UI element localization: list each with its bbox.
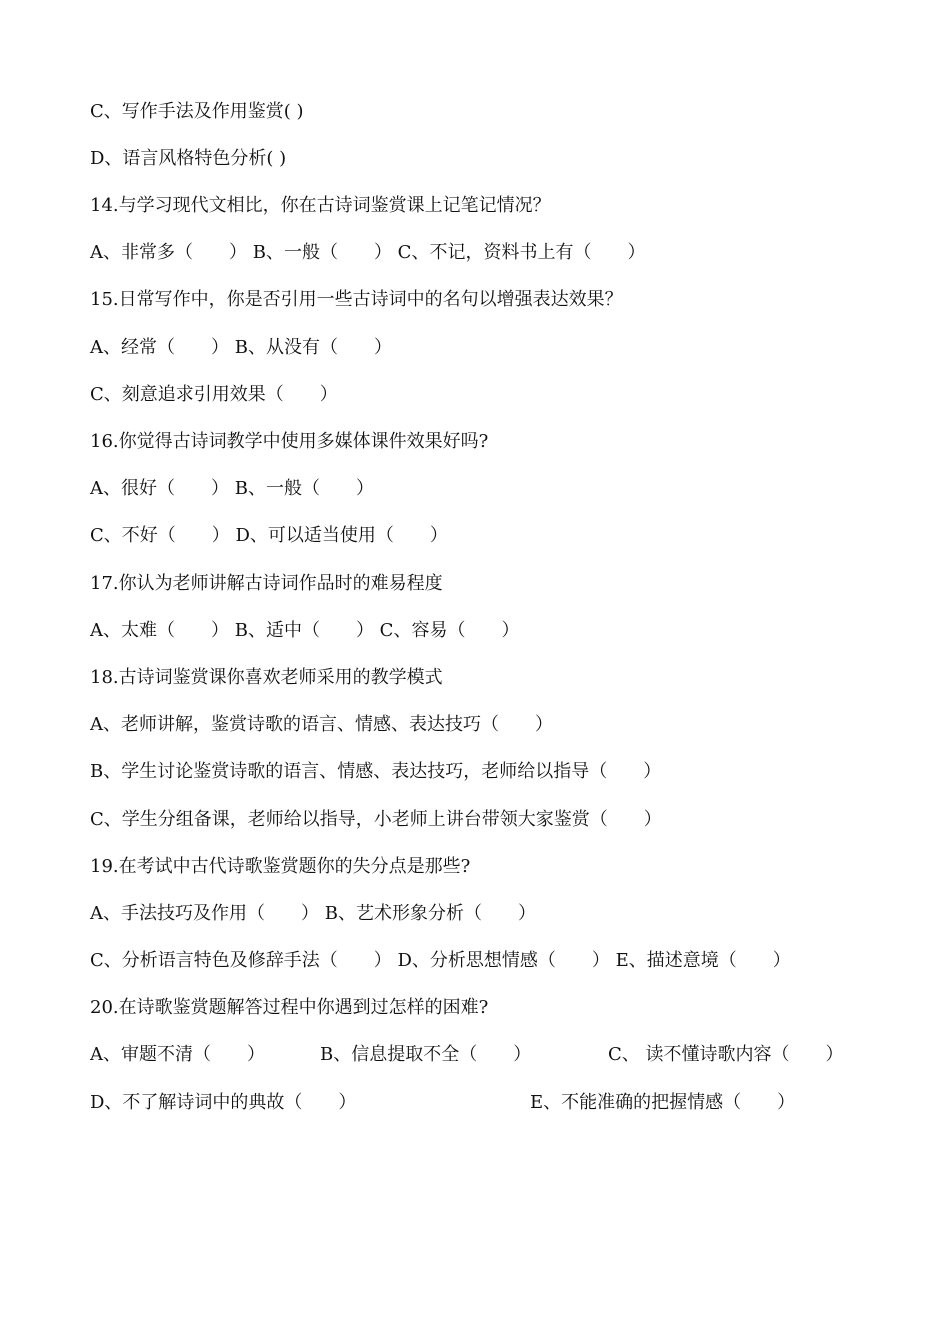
- options-19-cde: C、分析语言特色及修辞手法（ ） D、分析思想情感（ ） E、描述意境（ ）: [90, 950, 791, 971]
- option-18b: B、学生讨论鉴赏诗歌的语言、情感、表达技巧，老师给以指导（ ）: [90, 761, 662, 782]
- options-20-row1: [90, 1040, 870, 1070]
- options-17: A、太难（ ） B、适中（ ） C、容易（ ）: [90, 620, 520, 641]
- option-18a: A、老师讲解，鉴赏诗歌的语言、情感、表达技巧（ ）: [90, 714, 553, 735]
- question-14: 14.与学习现代文相比，你在古诗词鉴赏课上记笔记情况？: [90, 195, 551, 216]
- options-15-c: C、刻意追求引用效果（ ）: [90, 384, 338, 405]
- options-15-ab: A、经常（ ） B、从没有（ ）: [90, 337, 392, 358]
- question-15: 15.日常写作中，你是否引用一些古诗词中的名句以增强表达效果？: [90, 289, 623, 310]
- question-19: 19.在考试中古代诗歌鉴赏题你的失分点是那些?: [90, 856, 471, 877]
- options-20-row2: [90, 1088, 870, 1118]
- option-18c: C、学生分组备课，老师给以指导，小老师上讲台带领大家鉴赏（ ）: [90, 809, 662, 830]
- option-20a: A、审题不清（ ）: [90, 1044, 265, 1065]
- option-20b: B、信息提取不全（ ）: [320, 1044, 532, 1065]
- option-20c: C、 读不懂诗歌内容（ ）: [608, 1044, 844, 1065]
- options-16-ab: A、很好（ ） B、一般（ ）: [90, 478, 374, 499]
- option-13d: D、语言风格特色分析( ): [90, 148, 287, 169]
- question-16: 16.你觉得古诗词教学中使用多媒体课件效果好吗?: [90, 431, 489, 452]
- option-13c: C、写作手法及作用鉴赏( ): [90, 101, 304, 122]
- question-20: 20.在诗歌鉴赏题解答过程中你遇到过怎样的困难?: [90, 997, 489, 1018]
- question-18: 18.古诗词鉴赏课你喜欢老师采用的教学模式: [90, 667, 443, 688]
- question-17: 17.你认为老师讲解古诗词作品时的难易程度: [90, 573, 443, 594]
- option-20e: E、不能准确的把握情感（ ）: [530, 1092, 796, 1113]
- options-19-ab: A、手法技巧及作用（ ） B、艺术形象分析（ ）: [90, 903, 536, 924]
- options-14: A、非常多（ ） B、一般（ ） C、不记，资料书上有（ ）: [90, 242, 646, 263]
- options-16-cd: C、不好（ ） D、可以适当使用（ ）: [90, 525, 448, 546]
- option-20d: D、不了解诗词中的典故（ ）: [90, 1092, 357, 1113]
